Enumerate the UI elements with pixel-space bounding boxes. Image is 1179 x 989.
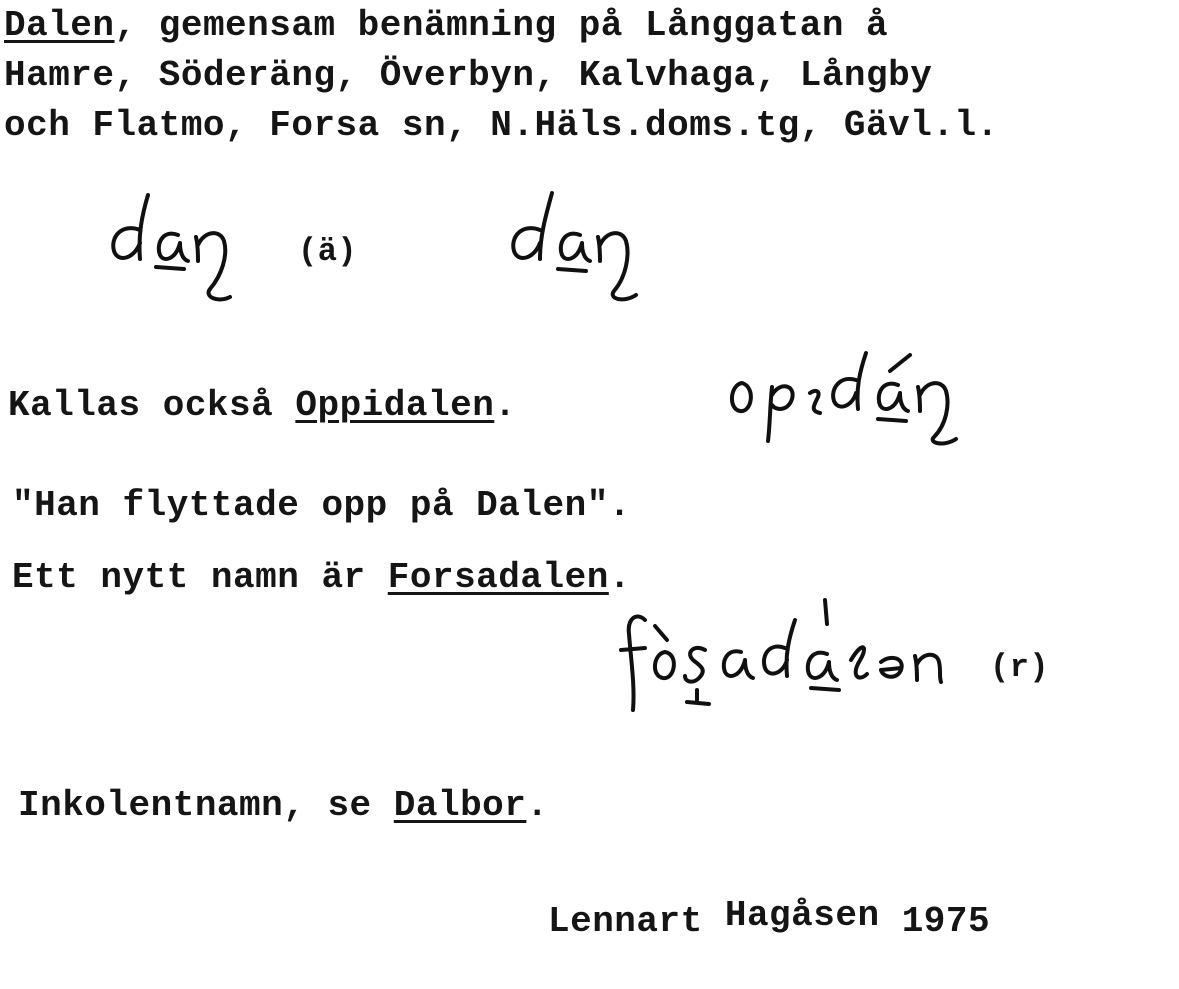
inhabitant-suffix: . xyxy=(526,785,549,826)
pronunciation-marker: (ä) xyxy=(298,233,358,270)
retroflex-marker: (r) xyxy=(990,649,1050,686)
entry-header-line-3: och Flatmo, Forsa sn, N.Häls.doms.tg, Gävl.l. xyxy=(4,105,999,146)
handwritten-pronunciation-forsadalen xyxy=(615,590,1005,730)
entry-header-line-1 xyxy=(4,5,889,46)
alternate-name: Oppidalen xyxy=(295,385,495,426)
also-called-prefix: Kallas också xyxy=(8,385,296,426)
handwritten-pronunciation-2 xyxy=(500,185,670,315)
handwritten-pronunciation-oppidalen xyxy=(720,325,990,455)
inhabitant-prefix: Inkolentnamn, se xyxy=(18,785,394,826)
new-name-line xyxy=(12,557,631,598)
entry-header-line-2: Hamre, Söderäng, Överbyn, Kalvhaga, Långby xyxy=(4,55,933,96)
signature-last-name: Hagåsen xyxy=(724,895,880,936)
also-called-line xyxy=(8,385,517,426)
new-name-suffix: . xyxy=(608,557,631,598)
headword-description: , gemensam benämning på Långgatan å xyxy=(114,5,889,46)
signature-first-name: Lennart xyxy=(548,901,703,942)
example-quote: "Han flyttade opp på Dalen". xyxy=(12,485,631,526)
new-name: Forsadalen xyxy=(387,557,609,598)
inhabitant-name-line xyxy=(18,785,549,826)
also-called-suffix: . xyxy=(494,385,517,426)
signature xyxy=(548,895,991,942)
inhabitant-name: Dalbor xyxy=(393,785,527,826)
headword: Dalen xyxy=(4,5,115,46)
signature-year: 1975 xyxy=(901,901,991,942)
handwritten-pronunciation-1 xyxy=(100,185,270,315)
new-name-prefix: Ett nytt namn är xyxy=(12,557,388,598)
